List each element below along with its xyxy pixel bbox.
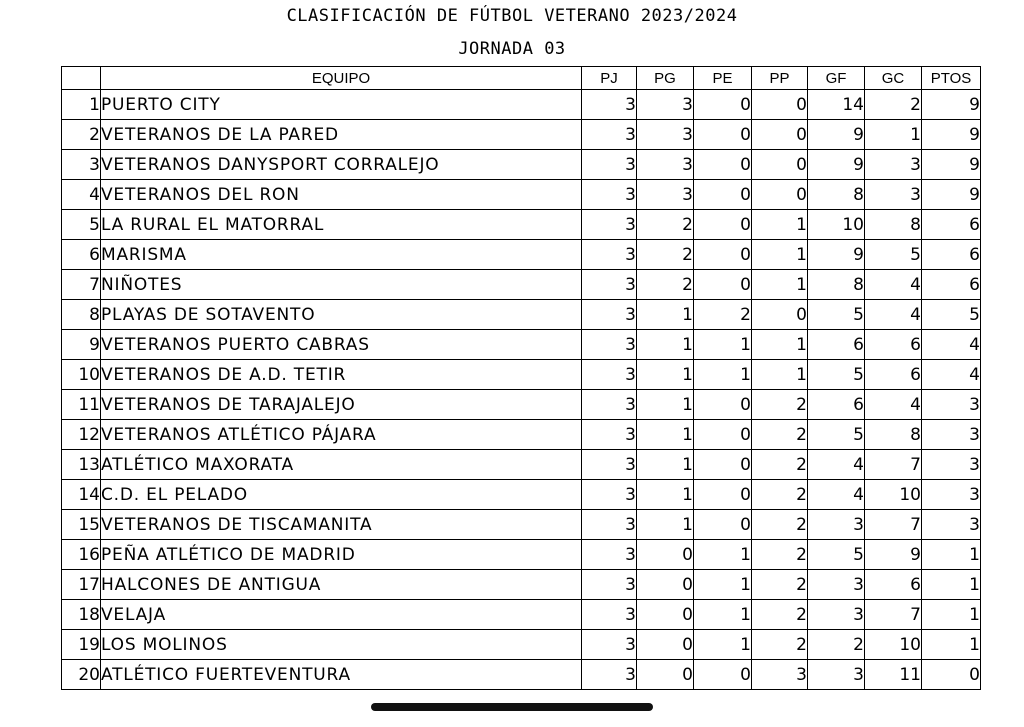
cell-pg: 2 xyxy=(637,210,694,240)
cell-pe: 1 xyxy=(694,540,752,570)
cell-team: VETERANOS DE LA PARED xyxy=(101,120,582,150)
cell-ptos: 9 xyxy=(922,180,981,210)
page-subtitle: JORNADA 03 xyxy=(458,39,566,59)
cell-team: VETERANOS DE TARAJALEJO xyxy=(101,390,582,420)
cell-gc: 6 xyxy=(865,330,922,360)
cell-pg: 2 xyxy=(637,270,694,300)
cell-gc: 3 xyxy=(865,180,922,210)
cell-ptos: 3 xyxy=(922,450,981,480)
cell-pg: 3 xyxy=(637,180,694,210)
cell-pos: 9 xyxy=(62,330,101,360)
table-row xyxy=(62,600,981,630)
cell-pp: 2 xyxy=(752,510,808,540)
column-header-position xyxy=(62,67,101,90)
table-row xyxy=(62,90,981,120)
table-row xyxy=(62,630,981,660)
cell-ptos: 6 xyxy=(922,270,981,300)
cell-gf: 3 xyxy=(808,600,865,630)
cell-gf: 5 xyxy=(808,420,865,450)
cell-ptos: 0 xyxy=(922,660,981,690)
cell-pj: 3 xyxy=(582,600,637,630)
cell-pe: 1 xyxy=(694,360,752,390)
cell-pp: 2 xyxy=(752,390,808,420)
cell-pg: 1 xyxy=(637,450,694,480)
cell-pos: 17 xyxy=(62,570,101,600)
table-row xyxy=(62,300,981,330)
cell-pg: 1 xyxy=(637,330,694,360)
cell-pos: 10 xyxy=(62,360,101,390)
cell-pe: 0 xyxy=(694,450,752,480)
cell-pg: 3 xyxy=(637,120,694,150)
cell-pos: 18 xyxy=(62,600,101,630)
cell-ptos: 1 xyxy=(922,600,981,630)
cell-gf: 10 xyxy=(808,210,865,240)
cell-pos: 6 xyxy=(62,240,101,270)
cell-gc: 6 xyxy=(865,570,922,600)
cell-pg: 0 xyxy=(637,540,694,570)
cell-team: ATLÉTICO FUERTEVENTURA xyxy=(101,660,582,690)
cell-pos: 19 xyxy=(62,630,101,660)
column-header-pp: PP xyxy=(752,67,808,90)
cell-team: VETERANOS PUERTO CABRAS xyxy=(101,330,582,360)
cell-team: PEÑA ATLÉTICO DE MADRID xyxy=(101,540,582,570)
cell-pp: 1 xyxy=(752,270,808,300)
cell-pg: 3 xyxy=(637,150,694,180)
cell-pp: 2 xyxy=(752,600,808,630)
home-indicator[interactable] xyxy=(371,703,653,711)
cell-pg: 1 xyxy=(637,390,694,420)
cell-pos: 2 xyxy=(62,120,101,150)
cell-gf: 9 xyxy=(808,150,865,180)
cell-gc: 8 xyxy=(865,420,922,450)
cell-team: VETERANOS DANYSPORT CORRALEJO xyxy=(101,150,582,180)
cell-gc: 6 xyxy=(865,360,922,390)
table-row xyxy=(62,480,981,510)
cell-pg: 1 xyxy=(637,420,694,450)
column-header-gc: GC xyxy=(865,67,922,90)
cell-pp: 1 xyxy=(752,330,808,360)
cell-pp: 1 xyxy=(752,210,808,240)
column-header-pj: PJ xyxy=(582,67,637,90)
cell-pp: 2 xyxy=(752,450,808,480)
cell-ptos: 4 xyxy=(922,360,981,390)
cell-pe: 1 xyxy=(694,570,752,600)
cell-gf: 4 xyxy=(808,450,865,480)
cell-pg: 0 xyxy=(637,630,694,660)
cell-ptos: 3 xyxy=(922,480,981,510)
cell-gf: 14 xyxy=(808,90,865,120)
table-row xyxy=(62,150,981,180)
table-row xyxy=(62,210,981,240)
cell-pj: 3 xyxy=(582,330,637,360)
cell-pp: 2 xyxy=(752,570,808,600)
cell-gf: 3 xyxy=(808,570,865,600)
table-row xyxy=(62,510,981,540)
cell-team: PLAYAS DE SOTAVENTO xyxy=(101,300,582,330)
cell-pe: 1 xyxy=(694,330,752,360)
cell-pos: 8 xyxy=(62,300,101,330)
column-header-pg: PG xyxy=(637,67,694,90)
cell-pp: 3 xyxy=(752,660,808,690)
cell-gf: 5 xyxy=(808,300,865,330)
cell-pj: 3 xyxy=(582,420,637,450)
cell-team: MARISMA xyxy=(101,240,582,270)
cell-pj: 3 xyxy=(582,90,637,120)
cell-pp: 2 xyxy=(752,480,808,510)
cell-pp: 2 xyxy=(752,420,808,450)
cell-pj: 3 xyxy=(582,300,637,330)
cell-pp: 2 xyxy=(752,540,808,570)
cell-pos: 14 xyxy=(62,480,101,510)
table-row xyxy=(62,240,981,270)
cell-team: VETERANOS DE TISCAMANITA xyxy=(101,510,582,540)
cell-pe: 0 xyxy=(694,90,752,120)
cell-team: HALCONES DE ANTIGUA xyxy=(101,570,582,600)
cell-pos: 20 xyxy=(62,660,101,690)
cell-gf: 3 xyxy=(808,660,865,690)
column-header-ptos: PTOS xyxy=(922,67,981,90)
cell-ptos: 4 xyxy=(922,330,981,360)
column-header-pe: PE xyxy=(694,67,752,90)
cell-pj: 3 xyxy=(582,120,637,150)
cell-team: VETERANOS DEL RON xyxy=(101,180,582,210)
cell-pj: 3 xyxy=(582,210,637,240)
cell-pg: 3 xyxy=(637,90,694,120)
cell-pe: 0 xyxy=(694,210,752,240)
cell-pe: 0 xyxy=(694,150,752,180)
cell-pe: 0 xyxy=(694,270,752,300)
cell-pe: 0 xyxy=(694,120,752,150)
cell-pp: 0 xyxy=(752,150,808,180)
cell-pos: 15 xyxy=(62,510,101,540)
cell-pg: 1 xyxy=(637,510,694,540)
cell-gc: 4 xyxy=(865,270,922,300)
cell-pg: 1 xyxy=(637,300,694,330)
cell-ptos: 1 xyxy=(922,630,981,660)
cell-team: VELAJA xyxy=(101,600,582,630)
cell-pj: 3 xyxy=(582,270,637,300)
cell-gf: 9 xyxy=(808,120,865,150)
cell-ptos: 3 xyxy=(922,390,981,420)
cell-pg: 1 xyxy=(637,360,694,390)
cell-pp: 0 xyxy=(752,180,808,210)
cell-pos: 5 xyxy=(62,210,101,240)
cell-gf: 3 xyxy=(808,510,865,540)
cell-pj: 3 xyxy=(582,240,637,270)
cell-pj: 3 xyxy=(582,390,637,420)
cell-gc: 1 xyxy=(865,120,922,150)
cell-pe: 2 xyxy=(694,300,752,330)
cell-gc: 3 xyxy=(865,150,922,180)
cell-pos: 1 xyxy=(62,90,101,120)
cell-gf: 5 xyxy=(808,360,865,390)
cell-pj: 3 xyxy=(582,150,637,180)
cell-pj: 3 xyxy=(582,360,637,390)
cell-pp: 1 xyxy=(752,240,808,270)
cell-pj: 3 xyxy=(582,180,637,210)
cell-gc: 10 xyxy=(865,480,922,510)
cell-gc: 9 xyxy=(865,540,922,570)
cell-gc: 4 xyxy=(865,390,922,420)
cell-gc: 4 xyxy=(865,300,922,330)
cell-pp: 0 xyxy=(752,120,808,150)
cell-pp: 2 xyxy=(752,630,808,660)
cell-pe: 0 xyxy=(694,180,752,210)
cell-team: C.D. EL PELADO xyxy=(101,480,582,510)
page-title: CLASIFICACIÓN DE FÚTBOL VETERANO 2023/2024 xyxy=(286,6,738,26)
cell-team: LOS MOLINOS xyxy=(101,630,582,660)
cell-pos: 13 xyxy=(62,450,101,480)
cell-pos: 11 xyxy=(62,390,101,420)
cell-gc: 7 xyxy=(865,600,922,630)
cell-pp: 1 xyxy=(752,360,808,390)
cell-ptos: 6 xyxy=(922,210,981,240)
cell-ptos: 1 xyxy=(922,570,981,600)
cell-team: LA RURAL EL MATORRAL xyxy=(101,210,582,240)
cell-pg: 0 xyxy=(637,570,694,600)
cell-team: VETERANOS DE A.D. TETIR xyxy=(101,360,582,390)
cell-pj: 3 xyxy=(582,510,637,540)
cell-gf: 6 xyxy=(808,330,865,360)
cell-pj: 3 xyxy=(582,660,637,690)
table-row xyxy=(62,660,981,690)
cell-pj: 3 xyxy=(582,480,637,510)
cell-pos: 7 xyxy=(62,270,101,300)
cell-gc: 10 xyxy=(865,630,922,660)
cell-pj: 3 xyxy=(582,570,637,600)
cell-pos: 12 xyxy=(62,420,101,450)
cell-gf: 8 xyxy=(808,270,865,300)
cell-gc: 5 xyxy=(865,240,922,270)
table-header-row xyxy=(62,67,981,90)
cell-pj: 3 xyxy=(582,540,637,570)
table-row xyxy=(62,570,981,600)
table-row xyxy=(62,420,981,450)
cell-pe: 0 xyxy=(694,480,752,510)
cell-team: PUERTO CITY xyxy=(101,90,582,120)
cell-gc: 8 xyxy=(865,210,922,240)
column-header-gf: GF xyxy=(808,67,865,90)
cell-ptos: 9 xyxy=(922,150,981,180)
cell-pos: 3 xyxy=(62,150,101,180)
table-row xyxy=(62,450,981,480)
cell-pos: 4 xyxy=(62,180,101,210)
cell-pe: 0 xyxy=(694,390,752,420)
cell-pp: 0 xyxy=(752,300,808,330)
standings-table xyxy=(61,66,981,690)
cell-gc: 2 xyxy=(865,90,922,120)
cell-team: NIÑOTES xyxy=(101,270,582,300)
cell-pe: 1 xyxy=(694,630,752,660)
cell-pg: 1 xyxy=(637,480,694,510)
cell-gf: 9 xyxy=(808,240,865,270)
cell-pe: 0 xyxy=(694,660,752,690)
cell-pj: 3 xyxy=(582,450,637,480)
cell-ptos: 6 xyxy=(922,240,981,270)
table-row xyxy=(62,120,981,150)
cell-gf: 2 xyxy=(808,630,865,660)
cell-ptos: 3 xyxy=(922,420,981,450)
cell-pj: 3 xyxy=(582,630,637,660)
cell-ptos: 5 xyxy=(922,300,981,330)
table-row xyxy=(62,540,981,570)
table-row xyxy=(62,390,981,420)
table-row xyxy=(62,360,981,390)
table-row xyxy=(62,180,981,210)
cell-pe: 1 xyxy=(694,600,752,630)
cell-gf: 5 xyxy=(808,540,865,570)
cell-pp: 0 xyxy=(752,90,808,120)
cell-gf: 6 xyxy=(808,390,865,420)
cell-pos: 16 xyxy=(62,540,101,570)
cell-ptos: 3 xyxy=(922,510,981,540)
cell-ptos: 9 xyxy=(922,90,981,120)
cell-pe: 0 xyxy=(694,420,752,450)
cell-gc: 11 xyxy=(865,660,922,690)
cell-team: ATLÉTICO MAXORATA xyxy=(101,450,582,480)
table-row xyxy=(62,270,981,300)
cell-ptos: 1 xyxy=(922,540,981,570)
cell-pe: 0 xyxy=(694,240,752,270)
cell-gf: 4 xyxy=(808,480,865,510)
cell-team: VETERANOS ATLÉTICO PÁJARA xyxy=(101,420,582,450)
cell-ptos: 9 xyxy=(922,120,981,150)
cell-gc: 7 xyxy=(865,450,922,480)
cell-gf: 8 xyxy=(808,180,865,210)
cell-pe: 0 xyxy=(694,510,752,540)
cell-pg: 0 xyxy=(637,660,694,690)
table-row xyxy=(62,330,981,360)
cell-pg: 0 xyxy=(637,600,694,630)
cell-pg: 2 xyxy=(637,240,694,270)
cell-gc: 7 xyxy=(865,510,922,540)
column-header-team: EQUIPO xyxy=(101,67,582,90)
